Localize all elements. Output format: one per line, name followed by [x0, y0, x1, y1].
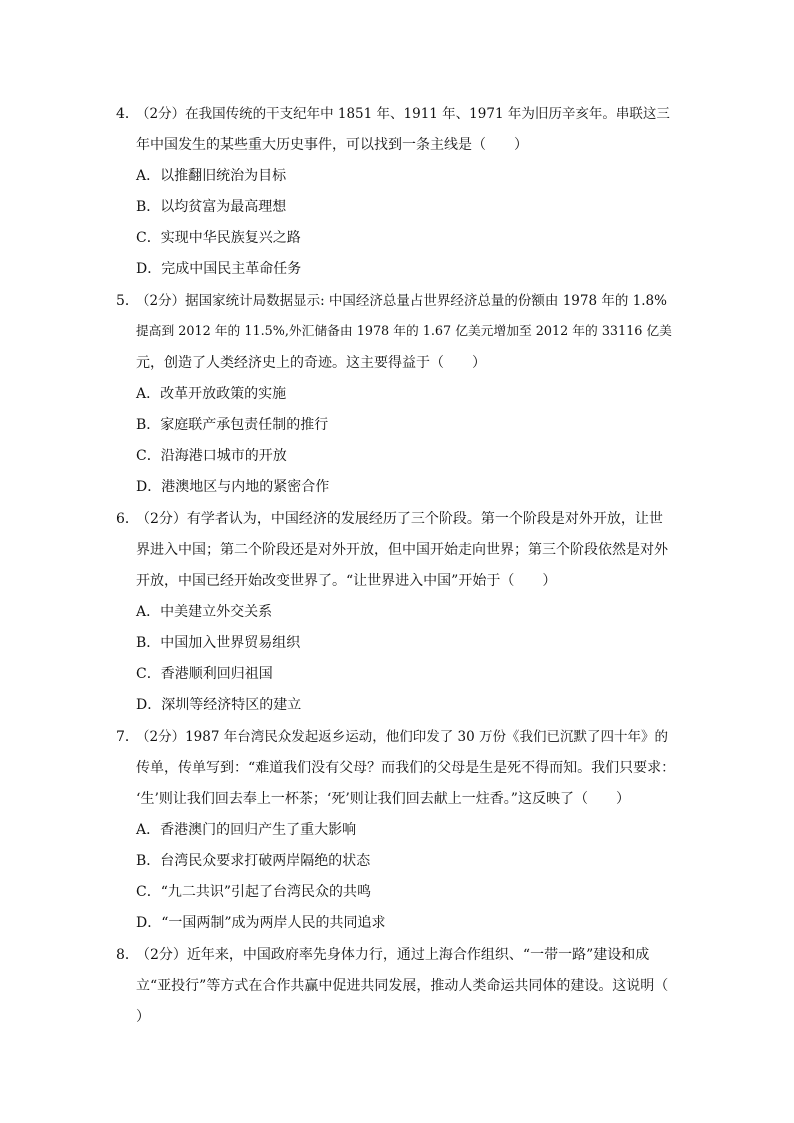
option-c: C．香港顺利回归祖国: [136, 666, 273, 682]
option-d: D．“一国两制”成为两岸人民的共同追求: [136, 915, 386, 931]
option-a: A．中美建立外交关系: [136, 604, 273, 620]
question-text-line: 元，创造了人类经济史上的奇迹。这主要得益于（ ）: [136, 355, 486, 371]
question-number: 4．: [116, 106, 139, 122]
question-text-line: ‘生’则让我们回去奉上一杯茶；‘死’则让我们回去献上一炷香。”这反映了（ ）: [136, 791, 630, 807]
question-text-line: （2分）据国家统计局数据显示: 中国经济总量占世界经济总量的份额由 1978 年的 1.8%: [136, 293, 667, 309]
question-text-line: （2分）1987 年台湾民众发起返乡运动，他们印发了 30 万份《我们已沉默了四十年》的: [136, 729, 668, 745]
question-text-line: 开放，中国已经开始改变世界了。“让世界进入中国”开始于（ ）: [136, 573, 557, 589]
option-b: B．中国加入世界贸易组织: [136, 635, 301, 651]
option-c: C．“九二共识”引起了台湾民众的共鸣: [136, 884, 372, 900]
question-number: 7．: [116, 729, 139, 745]
option-c: C．沿海港口城市的开放: [136, 448, 287, 464]
option-c: C．实现中华民族复兴之路: [136, 230, 301, 246]
question-number: 8．: [116, 947, 139, 963]
question-number: 5．: [116, 293, 139, 309]
question-text-line: （2分）近年来，中国政府率先身体力行，通过上海合作组织、“一带一路”建设和成: [136, 947, 650, 963]
option-d: D．深圳等经济特区的建立: [136, 697, 302, 713]
question-text-line: 传单，传单写到：“难道我们没有父母？而我们的父母是生是死不得而知。我们只要求：: [136, 760, 676, 776]
question-text-line: 立“亚投行”等方式在合作共赢中促进共同发展，推动人类命运共同体的建设。这说明（: [136, 978, 669, 994]
option-d: D．完成中国民主革命任务: [136, 261, 302, 277]
question-text-line: （2分）在我国传统的干支纪年中 1851 年、1911 年、1971 年为旧历辛亥年。串联这三: [136, 106, 670, 122]
option-b: B．台湾民众要求打破两岸隔绝的状态: [136, 853, 371, 869]
question-text-line: 提高到 2012 年的 11.5%,外汇储备由 1978 年的 1.67 亿美元增加至 2012 年的 33116 亿美: [136, 324, 672, 339]
question-number: 6．: [116, 511, 139, 527]
option-d: D．港澳地区与内地的紧密合作: [136, 479, 330, 495]
option-a: A．以推翻旧统治为目标: [136, 168, 287, 184]
question-text-line: 界进入中国；第二个阶段还是对外开放，但中国开始走向世界；第三个阶段依然是对外: [136, 542, 668, 558]
question-text-line: （2分）有学者认为，中国经济的发展经历了三个阶段。第一个阶段是对外开放，让世: [136, 511, 663, 527]
question-text-line: 年中国发生的某些重大历史事件，可以找到一条主线是（ ）: [136, 137, 528, 153]
option-a: A．香港澳门的回归产生了重大影响: [136, 822, 357, 838]
option-b: B．以均贫富为最高理想: [136, 199, 287, 215]
question-text-line: ）: [136, 1009, 150, 1025]
option-b: B．家庭联产承包责任制的推行: [136, 417, 329, 433]
option-a: A．改革开放政策的实施: [136, 386, 287, 402]
